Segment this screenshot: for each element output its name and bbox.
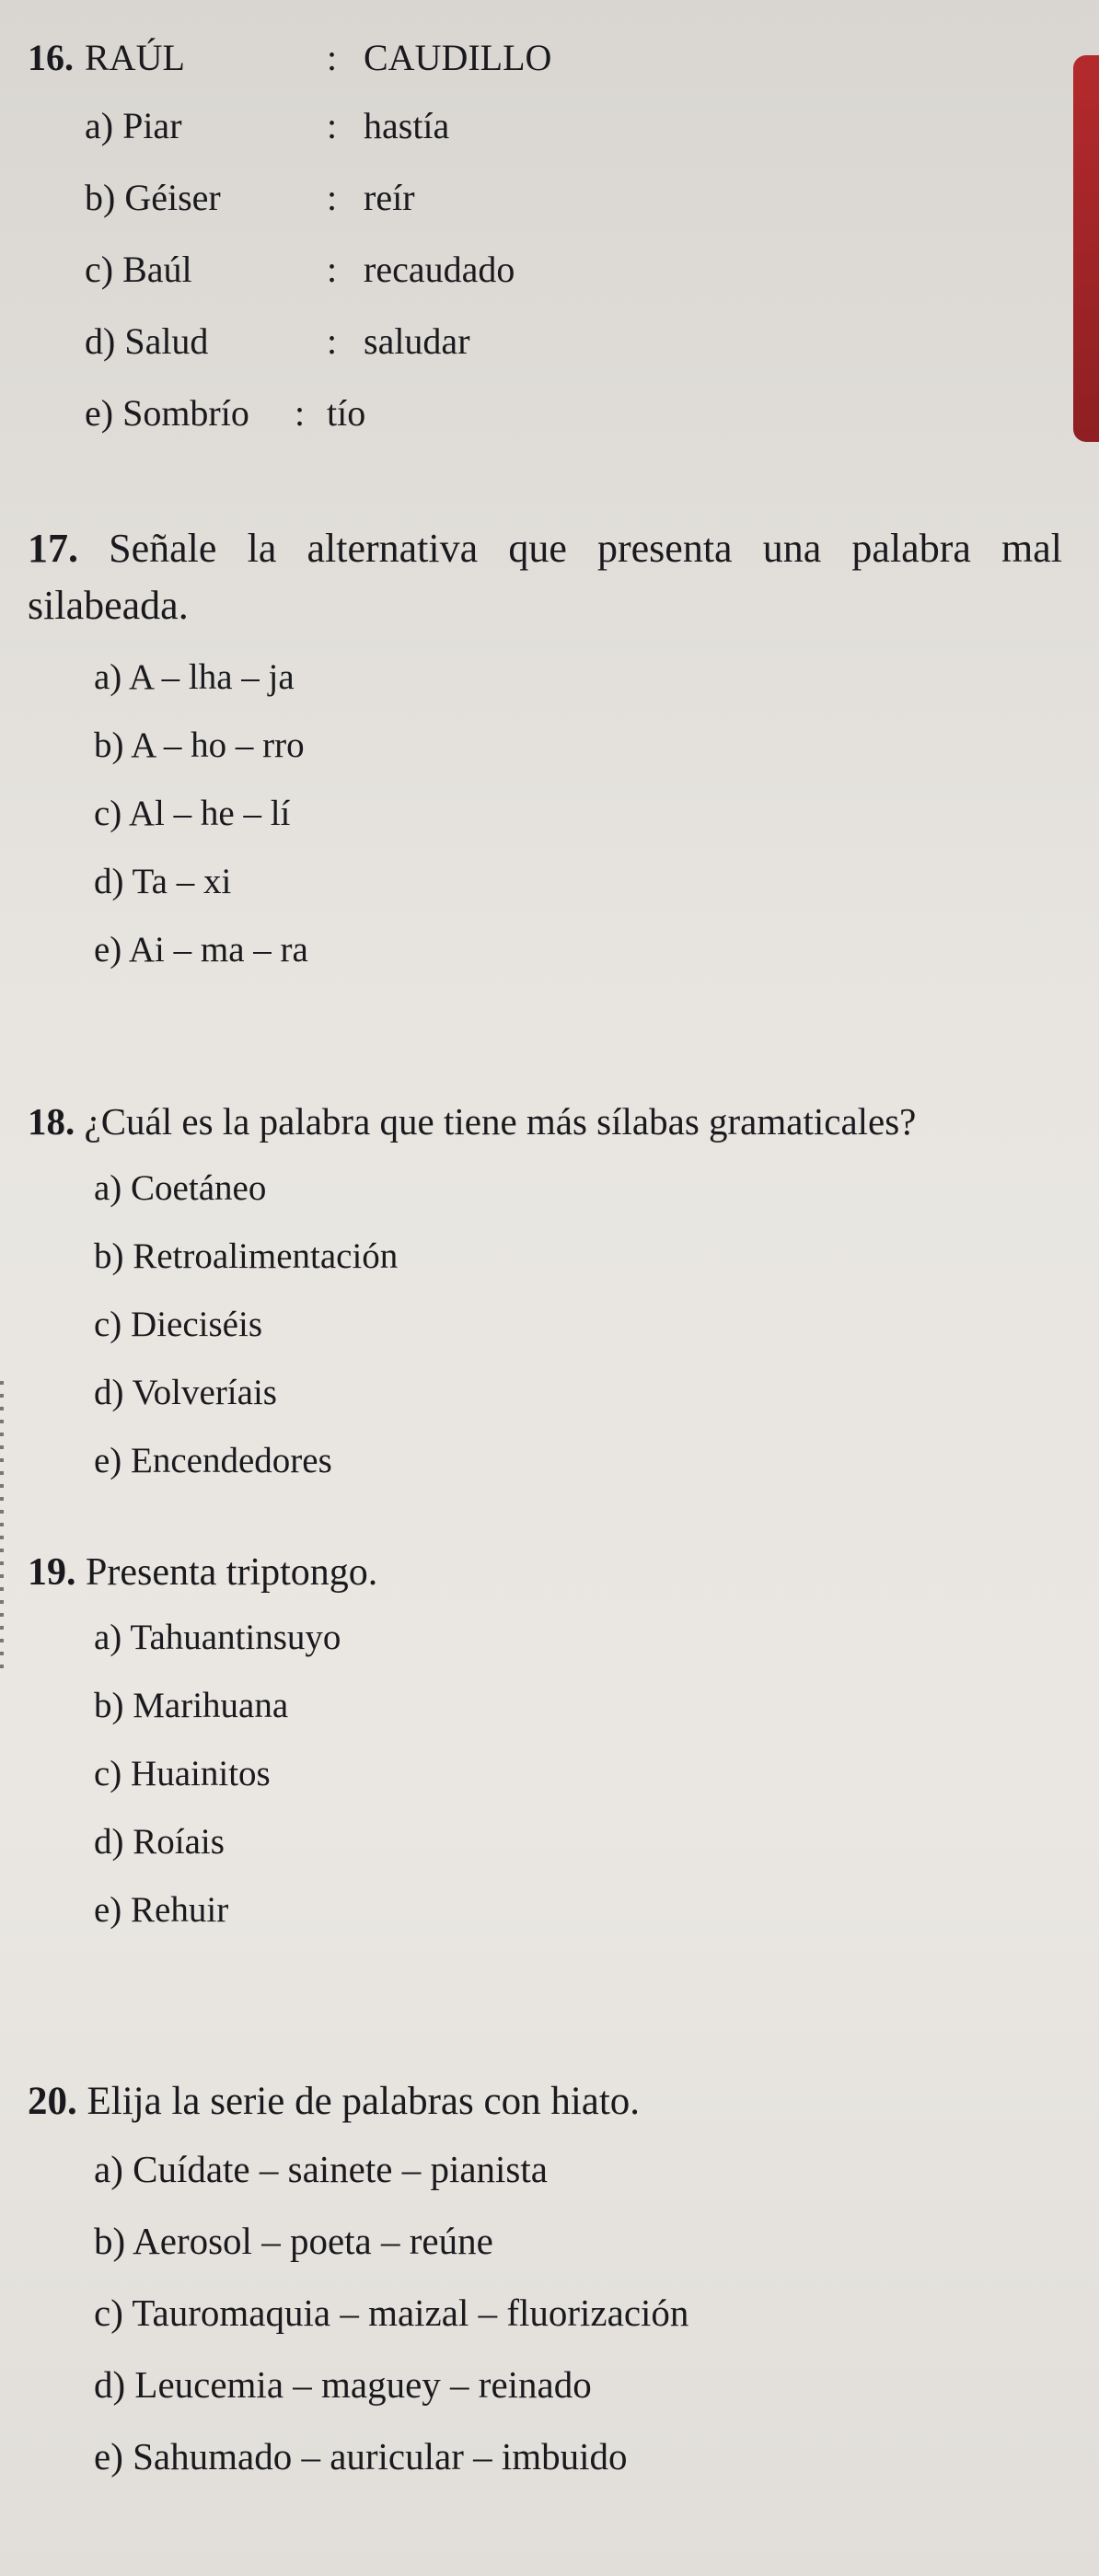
q19-number: 19. xyxy=(28,1551,76,1594)
question-20 xyxy=(28,2076,1062,2492)
q18-option-e[interactable]: e) Encendedores xyxy=(94,1441,332,1480)
q17-text: Señale la alternativa que presenta una palabra mal silabeada. xyxy=(28,526,1063,628)
q20-text: Elija la serie de palabras con hiato. xyxy=(87,2080,641,2123)
q16-header xyxy=(28,26,1062,90)
option-colon: : xyxy=(327,320,338,362)
option-colon: : xyxy=(327,249,338,290)
q16-option-a[interactable] xyxy=(28,90,1062,162)
q20-options xyxy=(28,2133,1062,2492)
option-colon: : xyxy=(295,392,306,434)
q16-option-e[interactable] xyxy=(28,377,1062,449)
q19-prompt xyxy=(28,1547,1062,1598)
q20-option-d[interactable]: d) Leucemia – maguey – reinado xyxy=(94,2363,592,2406)
q16-pair: CAUDILLO xyxy=(364,37,552,78)
q18-option-b[interactable]: b) Retroalimentación xyxy=(94,1236,399,1276)
q16-header-colon: : xyxy=(327,37,338,78)
q19-option-a[interactable]: a) Tahuantinsuyo xyxy=(94,1618,341,1657)
binding-dots xyxy=(0,1381,4,1676)
q18-text: ¿Cuál es la palabra que tiene más sílabas gramaticales? xyxy=(84,1100,917,1143)
q18-prompt xyxy=(28,1096,1062,1147)
q19-option-d[interactable]: d) Roíais xyxy=(94,1822,225,1862)
question-16 xyxy=(28,26,1062,449)
q16-option-d[interactable] xyxy=(28,306,1062,377)
option-value: recaudado xyxy=(364,249,515,290)
q19-option-e[interactable]: e) Rehuir xyxy=(94,1890,229,1930)
question-19 xyxy=(28,1547,1062,1944)
q17-option-b[interactable]: b) A – ho – rro xyxy=(94,725,305,765)
q20-option-a[interactable]: a) Cuídate – sainete – pianista xyxy=(94,2148,548,2190)
q19-option-b[interactable]: b) Marihuana xyxy=(94,1686,289,1725)
q20-prompt xyxy=(28,2076,1062,2128)
q19-option-c[interactable]: c) Huainitos xyxy=(94,1754,271,1793)
option-label: c) Baúl xyxy=(85,249,192,290)
option-label: b) Géiser xyxy=(85,177,221,218)
option-label: a) Piar xyxy=(85,105,182,146)
option-value: tío xyxy=(327,392,366,434)
q20-option-c[interactable]: c) Tauromaquia – maizal – fluorización xyxy=(94,2292,689,2334)
q17-option-e[interactable]: e) Ai – ma – ra xyxy=(94,930,308,969)
q17-option-c[interactable]: c) Al – he – lí xyxy=(94,794,291,833)
question-17 xyxy=(28,520,1062,984)
q16-option-c[interactable] xyxy=(28,234,1062,306)
question-18 xyxy=(28,1096,1062,1495)
q20-option-b[interactable]: b) Aerosol – poeta – reúne xyxy=(94,2220,493,2262)
q17-option-a[interactable]: a) A – lha – ja xyxy=(94,657,295,697)
q20-number: 20. xyxy=(28,2080,77,2123)
q18-option-d[interactable]: d) Volveríais xyxy=(94,1373,277,1412)
option-value: saludar xyxy=(364,320,470,362)
option-colon: : xyxy=(327,105,338,146)
option-colon: : xyxy=(327,177,338,218)
q16-option-b[interactable] xyxy=(28,162,1062,234)
q17-number: 17. xyxy=(28,526,78,571)
q18-option-c[interactable]: c) Dieciséis xyxy=(94,1305,263,1344)
option-value: hastía xyxy=(364,105,450,146)
q16-word: RAÚL xyxy=(85,37,185,78)
q17-option-d[interactable]: d) Ta – xi xyxy=(94,862,232,901)
option-value: reír xyxy=(364,177,415,218)
q18-options xyxy=(28,1155,1062,1495)
q18-number: 18. xyxy=(28,1100,75,1143)
q17-options xyxy=(28,644,1062,984)
option-label: e) Sombrío xyxy=(85,392,249,434)
q19-text: Presenta triptongo. xyxy=(86,1551,378,1594)
option-label: d) Salud xyxy=(85,320,209,362)
red-page-edge xyxy=(1073,55,1099,442)
q19-options xyxy=(28,1604,1062,1944)
q18-option-a[interactable]: a) Coetáneo xyxy=(94,1168,267,1208)
q16-number: 16. xyxy=(28,37,74,78)
q20-option-e[interactable]: e) Sahumado – auricular – imbuido xyxy=(94,2435,628,2477)
q17-prompt xyxy=(28,520,1062,634)
